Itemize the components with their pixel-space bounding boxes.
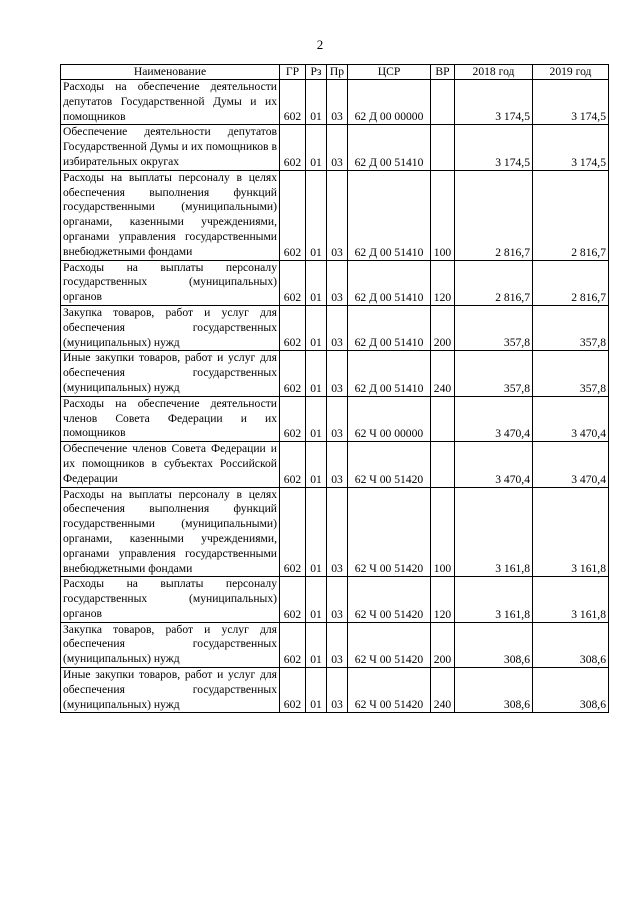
row-amount-2019: 3 174,5 [533,125,609,170]
table-row [61,170,609,260]
row-rz: 01 [306,396,327,441]
row-rz: 01 [306,351,327,396]
header-vr: ВР [431,65,455,80]
row-pr: 03 [327,622,348,667]
row-csr: 62 Д 00 51410 [348,305,431,350]
row-amount-2019: 2 816,7 [533,170,609,260]
row-name: Обеспечение членов Совета Федерации и их помощников в субъектах Российской Федерации [61,442,280,487]
row-pr: 03 [327,260,348,305]
row-rz: 01 [306,577,327,622]
row-csr: 62 Д 00 51410 [348,125,431,170]
row-vr [431,442,455,487]
table-row [61,396,609,441]
row-gr: 602 [280,442,306,487]
row-vr: 200 [431,622,455,667]
row-pr: 03 [327,351,348,396]
row-pr: 03 [327,577,348,622]
table-row [61,442,609,487]
row-rz: 01 [306,487,327,577]
table-row [61,487,609,577]
table-row [61,305,609,350]
row-rz: 01 [306,305,327,350]
row-pr: 03 [327,305,348,350]
row-amount-2019: 3 161,8 [533,577,609,622]
budget-table [60,64,609,713]
row-vr: 200 [431,305,455,350]
row-amount-2018: 3 470,4 [455,442,533,487]
row-csr: 62 Д 00 51410 [348,351,431,396]
table-header-row [61,65,609,80]
row-amount-2019: 357,8 [533,305,609,350]
row-pr: 03 [327,125,348,170]
table-row [61,622,609,667]
row-gr: 602 [280,351,306,396]
row-name: Расходы на выплаты персоналу государственных (муниципальных) органов [61,577,280,622]
row-amount-2019: 2 816,7 [533,260,609,305]
row-gr: 602 [280,125,306,170]
header-name: Наименование [61,65,280,80]
row-rz: 01 [306,622,327,667]
row-amount-2018: 3 470,4 [455,396,533,441]
row-amount-2018: 3 174,5 [455,125,533,170]
header-rz: Рз [306,65,327,80]
page-number: 2 [316,37,324,52]
row-rz: 01 [306,125,327,170]
row-vr: 120 [431,260,455,305]
row-csr: 62 Ч 00 51420 [348,487,431,577]
row-name: Расходы на выплаты персоналу государственных (муниципальных) органов [61,260,280,305]
row-amount-2018: 3 161,8 [455,487,533,577]
row-pr: 03 [327,80,348,125]
row-amount-2018: 2 816,7 [455,260,533,305]
row-pr: 03 [327,668,348,713]
row-name: Иные закупки товаров, работ и услуг для обеспечения государственных (муниципальных) нужд [61,351,280,396]
row-name: Обеспечение деятельности депутатов Государственной Думы и их помощников в избирательных округах [61,125,280,170]
row-amount-2019: 3 470,4 [533,442,609,487]
row-csr: 62 Ч 00 51420 [348,668,431,713]
row-vr: 240 [431,668,455,713]
row-name: Расходы на обеспечение деятельности членов Совета Федерации и их помощников [61,396,280,441]
row-csr: 62 Ч 00 00000 [348,396,431,441]
table-row [61,351,609,396]
row-vr: 120 [431,577,455,622]
row-amount-2019: 3 161,8 [533,487,609,577]
row-csr: 62 Д 00 51410 [348,260,431,305]
row-pr: 03 [327,396,348,441]
row-gr: 602 [280,396,306,441]
row-gr: 602 [280,80,306,125]
header-gr: ГР [280,65,306,80]
row-csr: 62 Д 00 51410 [348,170,431,260]
row-gr: 602 [280,577,306,622]
row-name: Иные закупки товаров, работ и услуг для обеспечения государственных (муниципальных) нужд [61,668,280,713]
row-gr: 602 [280,487,306,577]
row-gr: 602 [280,622,306,667]
row-gr: 602 [280,260,306,305]
row-vr [431,80,455,125]
row-pr: 03 [327,170,348,260]
row-amount-2019: 3 174,5 [533,80,609,125]
row-amount-2019: 357,8 [533,351,609,396]
row-rz: 01 [306,80,327,125]
row-amount-2018: 357,8 [455,305,533,350]
row-amount-2019: 308,6 [533,668,609,713]
row-amount-2019: 308,6 [533,622,609,667]
row-vr: 100 [431,487,455,577]
row-rz: 01 [306,442,327,487]
row-vr [431,125,455,170]
header-csr: ЦСР [348,65,431,80]
row-csr: 62 Ч 00 51420 [348,622,431,667]
row-name: Закупка товаров, работ и услуг для обеспечения государственных (муниципальных) нужд [61,305,280,350]
row-gr: 602 [280,170,306,260]
header-year-2019: 2019 год [533,65,609,80]
row-pr: 03 [327,442,348,487]
row-vr [431,396,455,441]
row-csr: 62 Ч 00 51420 [348,442,431,487]
header-pr: Пр [327,65,348,80]
row-rz: 01 [306,170,327,260]
row-vr: 240 [431,351,455,396]
row-amount-2019: 3 470,4 [533,396,609,441]
row-amount-2018: 3 174,5 [455,80,533,125]
row-rz: 01 [306,260,327,305]
table-row [61,125,609,170]
row-pr: 03 [327,487,348,577]
row-name: Расходы на выплаты персоналу в целях обеспечения выполнения функций государственными (муниципальными) органами, казенными учреждениями, органами управления государственными внебюджетными фондами [61,170,280,260]
row-gr: 602 [280,305,306,350]
row-gr: 602 [280,668,306,713]
header-year-2018: 2018 год [455,65,533,80]
row-name: Расходы на выплаты персоналу в целях обеспечения выполнения функций государственными (муниципальными) органами, казенными учреждениями, органами управления государственными внебюджетными фондами [61,487,280,577]
row-amount-2018: 308,6 [455,622,533,667]
table-row [61,577,609,622]
row-amount-2018: 3 161,8 [455,577,533,622]
row-csr: 62 Ч 00 51420 [348,577,431,622]
row-rz: 01 [306,668,327,713]
row-amount-2018: 2 816,7 [455,170,533,260]
row-csr: 62 Д 00 00000 [348,80,431,125]
row-vr: 100 [431,170,455,260]
table-row [61,260,609,305]
row-amount-2018: 357,8 [455,351,533,396]
row-name: Закупка товаров, работ и услуг для обеспечения государственных (муниципальных) нужд [61,622,280,667]
table-row [61,80,609,125]
table-row [61,668,609,713]
row-name: Расходы на обеспечение деятельности депутатов Государственной Думы и их помощников [61,80,280,125]
row-amount-2018: 308,6 [455,668,533,713]
